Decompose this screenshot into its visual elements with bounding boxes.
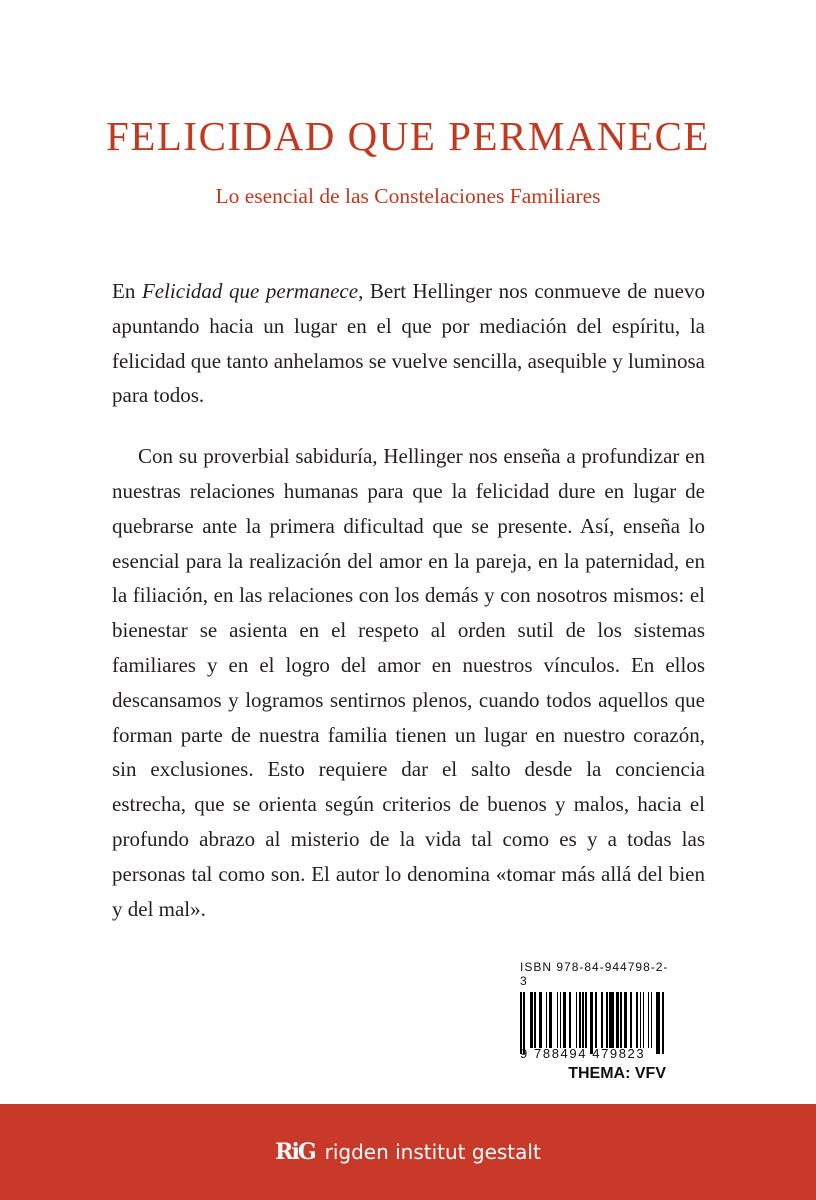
- blurb-p1-prefix: En: [112, 279, 142, 303]
- publisher-name: rigden institut gestalt: [324, 1140, 541, 1164]
- rig-logo-icon: RiG: [275, 1139, 315, 1165]
- blurb-paragraph-2: Con su proverbial sabiduría, Hellinger nos enseña a profundizar en nuestras relaciones humanas para que la felicidad dure en lugar de quebrarse ante la primera dificultad que se presente. Así, enseña lo esencial para la realización del amor en la pareja, en la paternidad, en la filiación, en las relaciones con los demás y con nosotros mismos: el bienestar se asienta en el respeto al orden sutil de los sistemas familiares y en el logro del amor en nuestros vínculos. En ellos descansamos y logramos sentirnos plenos, cuando todos aquellos que forman parte de nuestra familia tienen un lugar en nuestro corazón, sin exclusiones. Esto requiere dar el salto desde la conciencia estrecha, que se orienta según criterios de buenos y malos, hacia el profundo abrazo al misterio de la vida tal como es y a todas las personas tal como son. El autor lo denomina «tomar más allá del bien y del mal».: [112, 444, 705, 921]
- back-cover-blurb: [112, 274, 705, 926]
- isbn-label: ISBN 978-84-944798-2-3: [520, 960, 669, 988]
- blurb-p1-book-title: Felicidad que permanece: [141, 279, 359, 303]
- book-title: FELICIDAD QUE PERMANECE: [106, 113, 710, 159]
- barcode-bar: [662, 992, 664, 1054]
- book-subtitle: Lo esencial de las Constelaciones Familiares: [215, 184, 601, 208]
- barcode-bars: [520, 992, 670, 1052]
- publisher-footer-band: [0, 1104, 816, 1200]
- publisher-logo: [275, 1139, 541, 1165]
- thema-code: THEMA: VFV: [568, 1065, 666, 1082]
- blurb-p1-rest: , Bert Hellinger nos conmueve de nuevo apuntando hacia un lugar en el que por mediación del espíritu, la felicidad que tanto anhelamos se vuelve sencilla, asequible y luminosa para todos.: [112, 279, 705, 408]
- blurb-paragraph-1: [112, 274, 705, 413]
- barcode-digits: 9 788494 479823: [520, 1046, 646, 1061]
- barcode-block: [520, 960, 670, 1083]
